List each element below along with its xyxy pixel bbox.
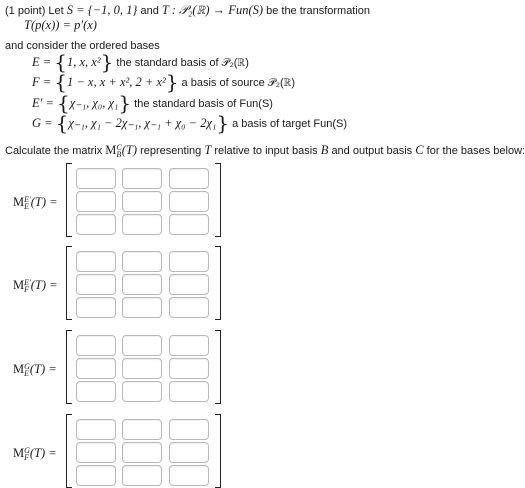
matrix-sup: E′ <box>24 278 31 288</box>
left-bracket <box>66 246 72 320</box>
basis-name: E = <box>32 55 52 69</box>
basis-elements: 1, x, x² <box>67 55 101 69</box>
matrix-entry-input[interactable] <box>122 358 162 379</box>
instruction-end: for the bases below: <box>426 145 525 157</box>
matrix-entry-input[interactable] <box>122 274 162 295</box>
matrix-entry-input[interactable] <box>122 214 162 235</box>
matrix-letter: M <box>13 278 25 292</box>
instruction-line <box>5 143 525 158</box>
matrix-entry-input[interactable] <box>76 358 116 379</box>
basis-g <box>32 111 348 135</box>
matrix-entry-input[interactable] <box>169 358 209 379</box>
right-bracket <box>215 163 221 237</box>
matrix-entry-input[interactable] <box>169 251 209 272</box>
matrix-arg: (T) <box>121 143 138 157</box>
matrix-arg: (T) = <box>29 446 57 460</box>
matrix-sub: F <box>24 285 30 295</box>
matrix-arg: (T) = <box>30 278 58 292</box>
set-s: S = {−1, 0, 1} <box>66 3 138 17</box>
map-t: T : 𝒫₂(ℝ) → Fun(S) <box>161 3 264 17</box>
right-bracket <box>215 246 221 320</box>
matrix-entry-input[interactable] <box>169 381 209 402</box>
matrix-entry-input[interactable] <box>122 335 162 356</box>
instruction-c: C <box>415 143 424 157</box>
matrix-entry-input[interactable] <box>122 442 162 463</box>
matrix-entry-input[interactable] <box>169 335 209 356</box>
left-bracket <box>66 163 72 237</box>
and-word: and <box>140 5 159 17</box>
matrix-entry-input[interactable] <box>76 335 116 356</box>
matrix-sup: C <box>116 143 122 153</box>
matrix-letter: M <box>13 362 25 376</box>
matrix-entry-input[interactable] <box>76 442 116 463</box>
matrix-entry-input[interactable] <box>76 274 116 295</box>
matrix-label <box>13 195 58 210</box>
left-brace: { <box>54 70 67 94</box>
matrix-entry-input[interactable] <box>169 274 209 295</box>
points-label: (1 point) Let <box>5 5 64 17</box>
right-bracket <box>215 414 221 488</box>
basis-desc: the standard basis of 𝒫₂(ℝ) <box>116 57 249 69</box>
matrix-sup: E′ <box>24 195 31 205</box>
basis-e-prime <box>32 91 273 115</box>
matrix-entry-input[interactable] <box>169 214 209 235</box>
intro-line <box>5 3 370 18</box>
left-bracket <box>66 330 72 404</box>
consider-text: and consider the ordered bases <box>5 40 160 52</box>
matrix-entry-input[interactable] <box>169 168 209 189</box>
matrix-letter: M <box>105 143 117 157</box>
instruction-mid: relative to input basis <box>214 145 318 157</box>
instruction-b: B <box>320 143 329 157</box>
right-brace: } <box>100 50 114 74</box>
basis-elements: 1 − x, x + x², 2 + x² <box>67 75 166 89</box>
basis-e <box>32 50 249 74</box>
matrix-entry-input[interactable] <box>122 191 162 212</box>
matrix-entry-input[interactable] <box>122 297 162 318</box>
right-bracket <box>215 330 221 404</box>
matrix-entry-input[interactable] <box>76 297 116 318</box>
matrix-entry-input[interactable] <box>122 419 162 440</box>
matrix-entry-input[interactable] <box>76 251 116 272</box>
matrix-entry-input[interactable] <box>122 381 162 402</box>
basis-name: G = <box>32 116 53 130</box>
right-brace: } <box>216 111 230 135</box>
matrix-entry-input[interactable] <box>76 381 116 402</box>
basis-desc: a basis of target Fun(S) <box>232 118 348 130</box>
matrix-sub: E <box>24 202 30 212</box>
be-transformation: be the transformation <box>266 5 371 17</box>
transformation-rule: T(p(x)) = p′(x) <box>24 18 97 32</box>
left-brace: { <box>57 91 70 115</box>
matrix-symbol <box>105 143 138 160</box>
matrix-entry-input[interactable] <box>76 214 116 235</box>
matrix-entry-input[interactable] <box>76 168 116 189</box>
matrix-entry-input[interactable] <box>169 191 209 212</box>
right-brace: } <box>118 91 132 115</box>
matrix-entry-input[interactable] <box>169 465 209 486</box>
matrix-entry-input[interactable] <box>169 419 209 440</box>
matrix-sub: B <box>116 150 122 160</box>
instruction-pre: Calculate the matrix <box>5 145 103 157</box>
matrix-entry-input[interactable] <box>122 168 162 189</box>
basis-desc: a basis of source 𝒫₂(ℝ) <box>181 77 296 89</box>
left-bracket <box>66 414 72 488</box>
matrix-entry-input[interactable] <box>76 419 116 440</box>
matrix-arg: (T) = <box>30 195 58 209</box>
matrix-letter: M <box>13 446 25 460</box>
matrix-entry-input[interactable] <box>76 465 116 486</box>
basis-f <box>32 70 296 94</box>
matrix-entry-input[interactable] <box>169 442 209 463</box>
basis-desc: the standard basis of Fun(S) <box>134 98 273 110</box>
matrix-entry-input[interactable] <box>122 465 162 486</box>
matrix-entry-input[interactable] <box>169 297 209 318</box>
instruction-mid2: and output basis <box>331 145 413 157</box>
basis-elements: χ₋₁, χ₁ − 2χ₋₁, χ₋₁ + χ₀ − 2χ₁ <box>68 116 217 130</box>
matrix-label <box>13 446 57 461</box>
matrix-entry-input[interactable] <box>76 191 116 212</box>
matrix-sup: G <box>24 362 30 372</box>
basis-name: F = <box>32 75 52 89</box>
matrix-label <box>13 278 58 293</box>
matrix-arg: (T) = <box>29 362 57 376</box>
instruction-post: representing <box>140 145 202 157</box>
matrix-entry-input[interactable] <box>122 251 162 272</box>
matrix-sup: G <box>24 446 30 456</box>
basis-elements: χ₋₁, χ₀, χ₁ <box>69 96 119 110</box>
basis-name: E′ = <box>32 96 54 110</box>
instruction-t: T <box>204 143 212 157</box>
matrix-letter: M <box>13 195 25 209</box>
matrix-sub: E <box>24 369 30 379</box>
matrix-sub: F <box>24 453 30 463</box>
left-brace: { <box>55 111 69 135</box>
matrix-label <box>13 362 57 377</box>
left-brace: { <box>54 50 67 74</box>
right-brace: } <box>165 70 179 94</box>
